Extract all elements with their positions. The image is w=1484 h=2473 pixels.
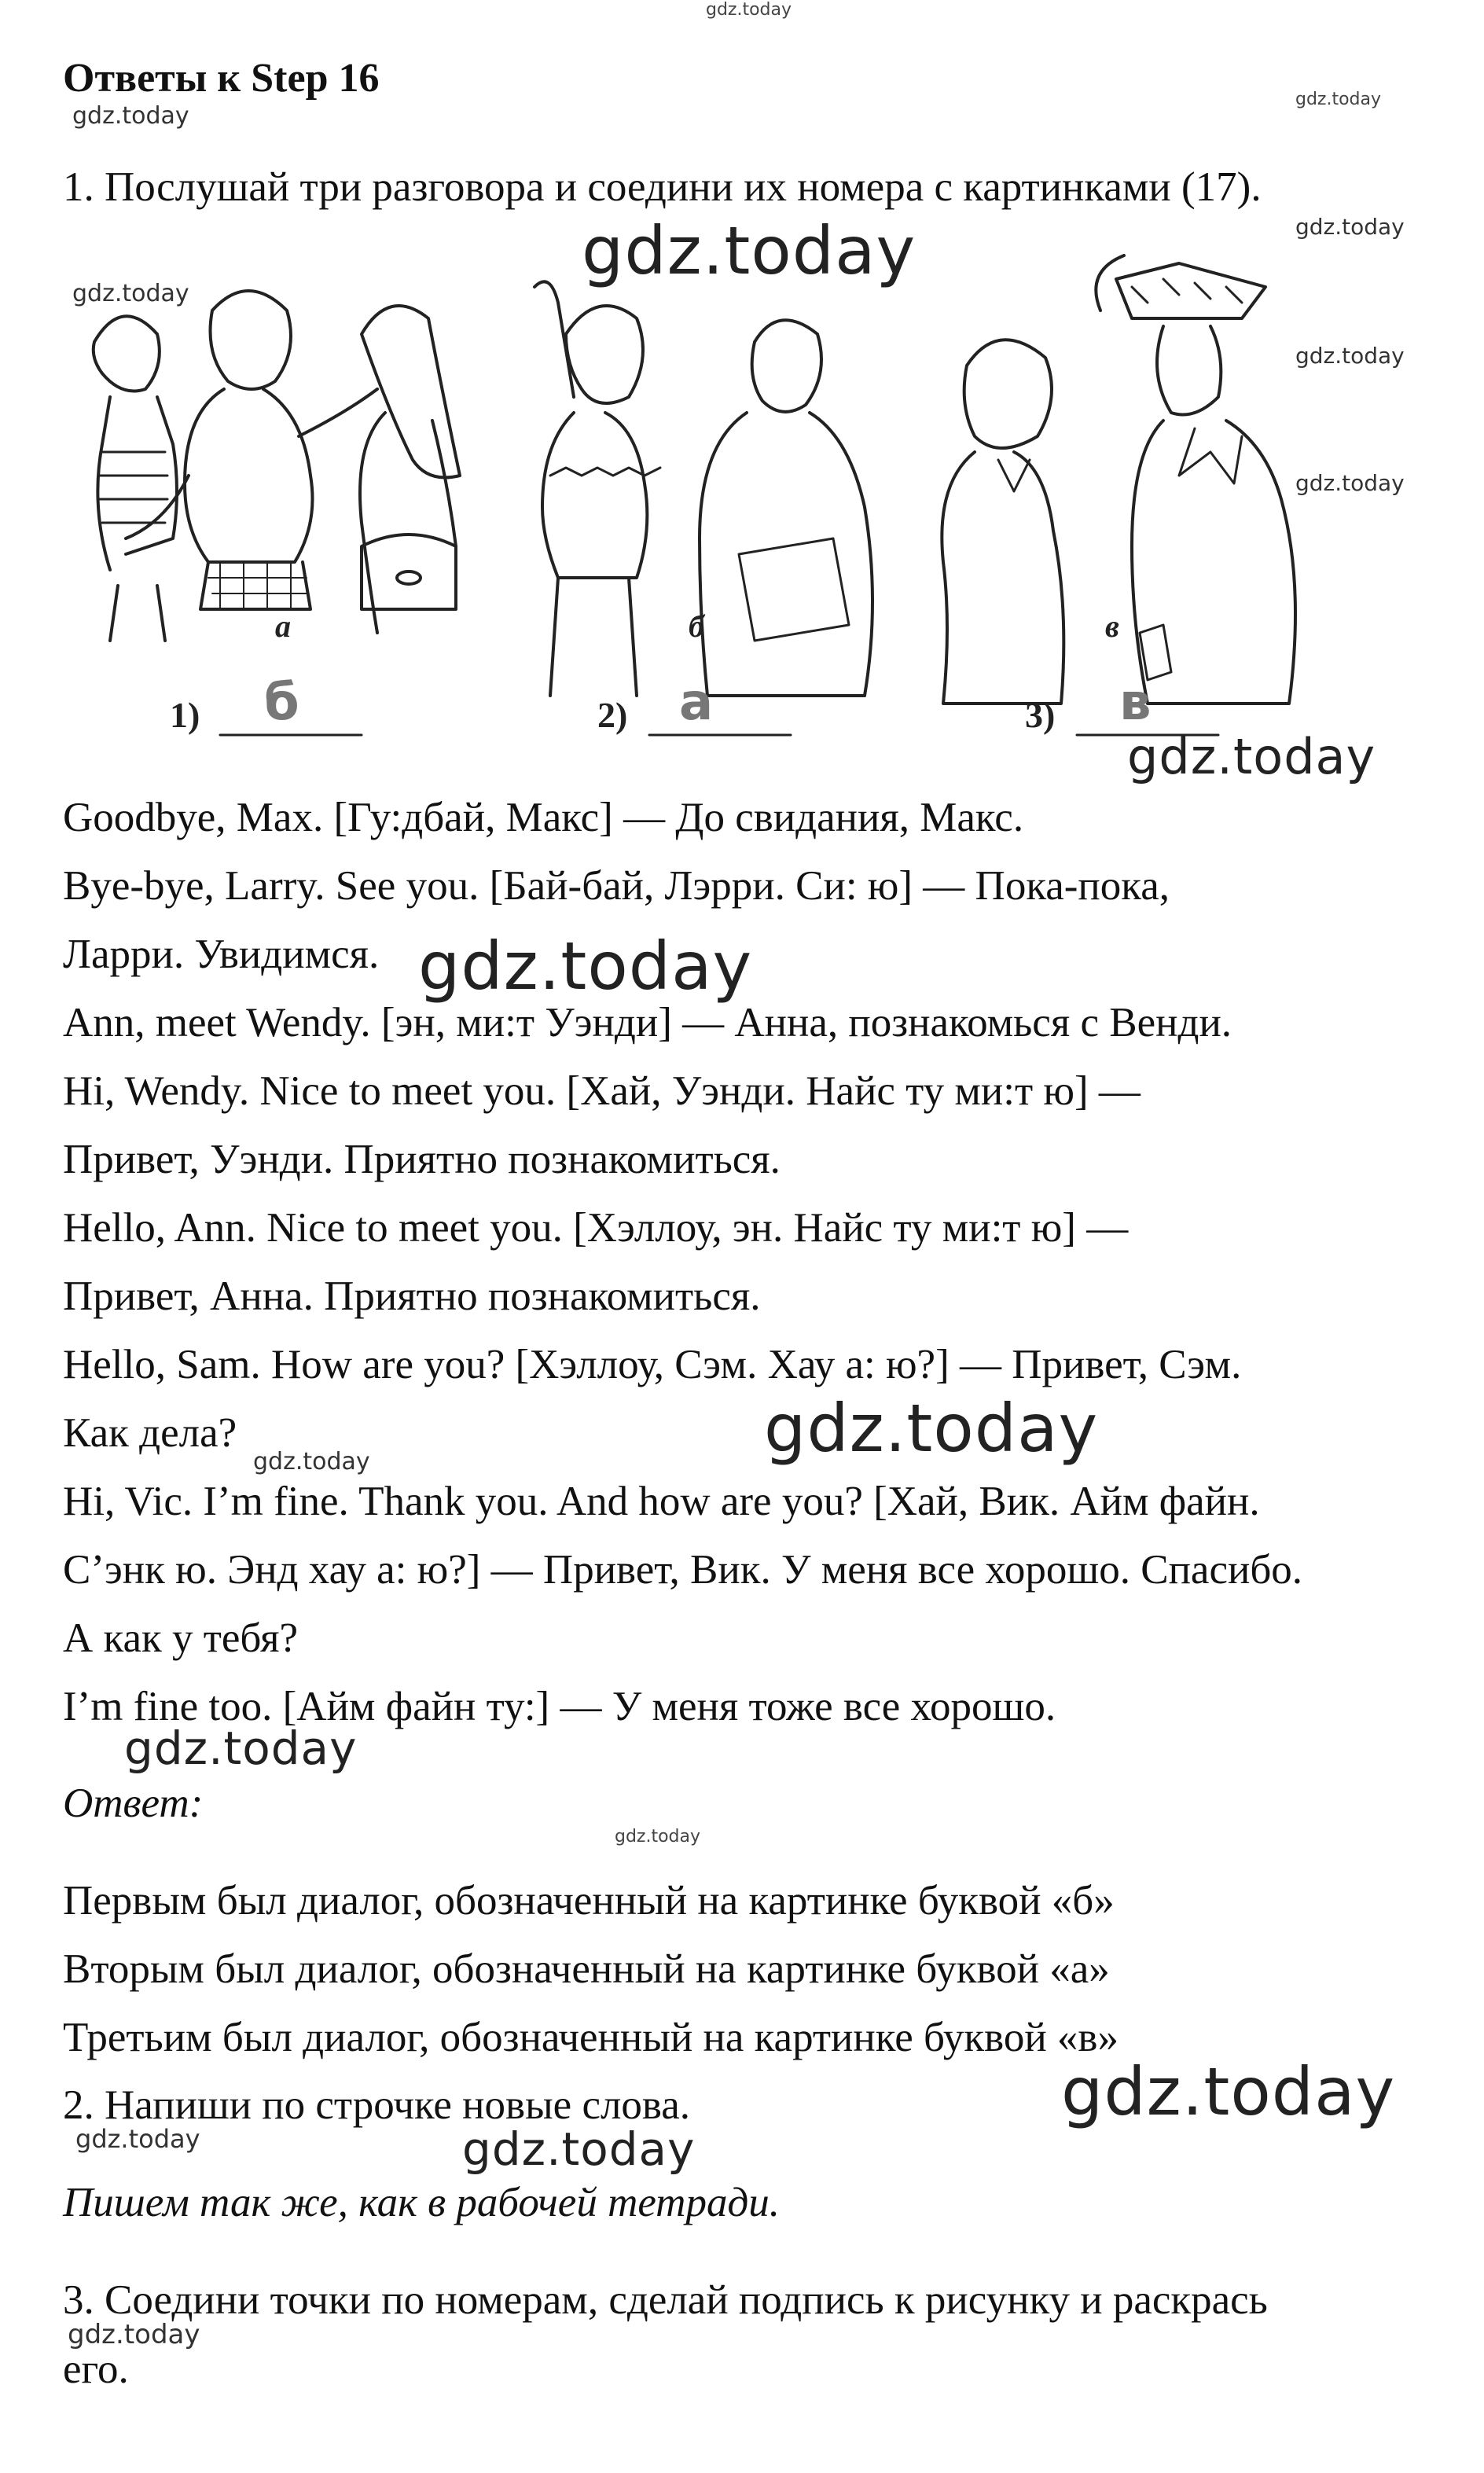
watermark: gdz.today — [764, 1390, 1099, 1467]
watermark: gdz.today — [1295, 470, 1405, 496]
task1-figure — [63, 240, 1336, 759]
task2-answer: Пишем так же, как в рабочей тетради. — [63, 2180, 780, 2225]
label-b: б — [689, 608, 704, 644]
watermark: gdz.today — [615, 1827, 701, 1846]
dialogue-line: Goodbye, Max. [Гу:дбай, Макс] — До свидания, Макс. — [63, 795, 1024, 840]
answer-letter-2: а — [679, 674, 714, 732]
answer-number-1: 1) — [170, 695, 200, 735]
answer-line: Вторым был диалог, обозначенный на картинке буквой «а» — [63, 1946, 1110, 1992]
dialogue-line: А как у тебя? — [63, 1615, 298, 1661]
answer-label: Ответ: — [63, 1780, 204, 1826]
dialogue-line: Hello, Ann. Nice to meet you. [Хэллоу, эн. Найс ту ми:т ю] — — [63, 1205, 1129, 1251]
label-a: а — [275, 608, 291, 644]
watermark: gdz.today — [1295, 214, 1405, 240]
watermark: gdz.today — [1295, 343, 1405, 369]
watermark: gdz.today — [72, 102, 189, 130]
dialogue-line: Привет, Анна. Приятно познакомиться. — [63, 1273, 761, 1319]
answer-line: Третьим был диалог, обозначенный на картинке буквой «в» — [63, 2015, 1119, 2060]
watermark: gdz.today — [1127, 728, 1376, 785]
answer-number-2: 2) — [597, 695, 628, 735]
watermark: gdz.today — [418, 928, 753, 1005]
task2-question: 2. Напиши по строчке новые слова. — [63, 2082, 691, 2128]
answer-letter-3: в — [1119, 674, 1152, 732]
task3-question: 3. Соедини точки по номерам, сделай подпись к рисунку и раскрась — [63, 2277, 1268, 2323]
label-c: в — [1105, 608, 1119, 644]
watermark: gdz.today — [253, 1448, 370, 1475]
watermark: gdz.today — [124, 1722, 358, 1775]
answer-number-3: 3) — [1025, 695, 1056, 735]
watermark: gdz.today — [68, 2319, 200, 2350]
task1-question: 1. Послушай три разговора и соедини их номера с картинками (17). — [63, 164, 1262, 210]
watermark: gdz.today — [706, 0, 792, 20]
answer-line: Первым был диалог, обозначенный на картинке буквой «б» — [63, 1878, 1115, 1924]
watermark: gdz.today — [582, 212, 916, 289]
dialogue-line: Ларри. Увидимся. — [63, 932, 380, 977]
watermark: gdz.today — [75, 2124, 200, 2154]
watermark: gdz.today — [72, 280, 189, 307]
picture-a-girls — [94, 291, 460, 641]
task3-question-cont: его. — [63, 2346, 129, 2392]
watermark: gdz.today — [462, 2122, 696, 2176]
watermark: gdz.today — [1061, 2053, 1396, 2130]
page-title: Ответы к Step 16 — [63, 56, 380, 101]
dialogue-line: I’m fine too. [Айм файн ту:] — У меня тоже все хорошо. — [63, 1684, 1056, 1729]
dialogue-line: Hi, Wendy. Nice to meet you. [Хай, Уэнди. Найс ту ми:т ю] — — [63, 1068, 1141, 1114]
dialogue-line: Hi, Vic. I’m fine. Thank you. And how are you? [Хай, Вик. Айм файн. — [63, 1479, 1260, 1524]
dialogue-line: Ann, meet Wendy. [эн, ми:т Уэнди] — Анна, познакомься с Венди. — [63, 1000, 1232, 1045]
answer-letter-1: б — [264, 674, 299, 732]
dialogue-line: Hello, Sam. How are you? [Хэллоу, Сэм. Хау а: ю?] — Привет, Сэм. — [63, 1342, 1242, 1387]
dialogue-line: С’энк ю. Энд хау а: ю?] — Привет, Вик. У меня все хорошо. Спасибо. — [63, 1547, 1303, 1593]
watermark: gdz.today — [1295, 90, 1382, 109]
dialogue-line: Как дела? — [63, 1410, 237, 1456]
dialogue-line: Привет, Уэнди. Приятно познакомиться. — [63, 1137, 781, 1182]
dialogue-line: Bye-bye, Larry. See you. [Бай-бай, Лэрри. Си: ю] — Пока-пока, — [63, 863, 1170, 909]
